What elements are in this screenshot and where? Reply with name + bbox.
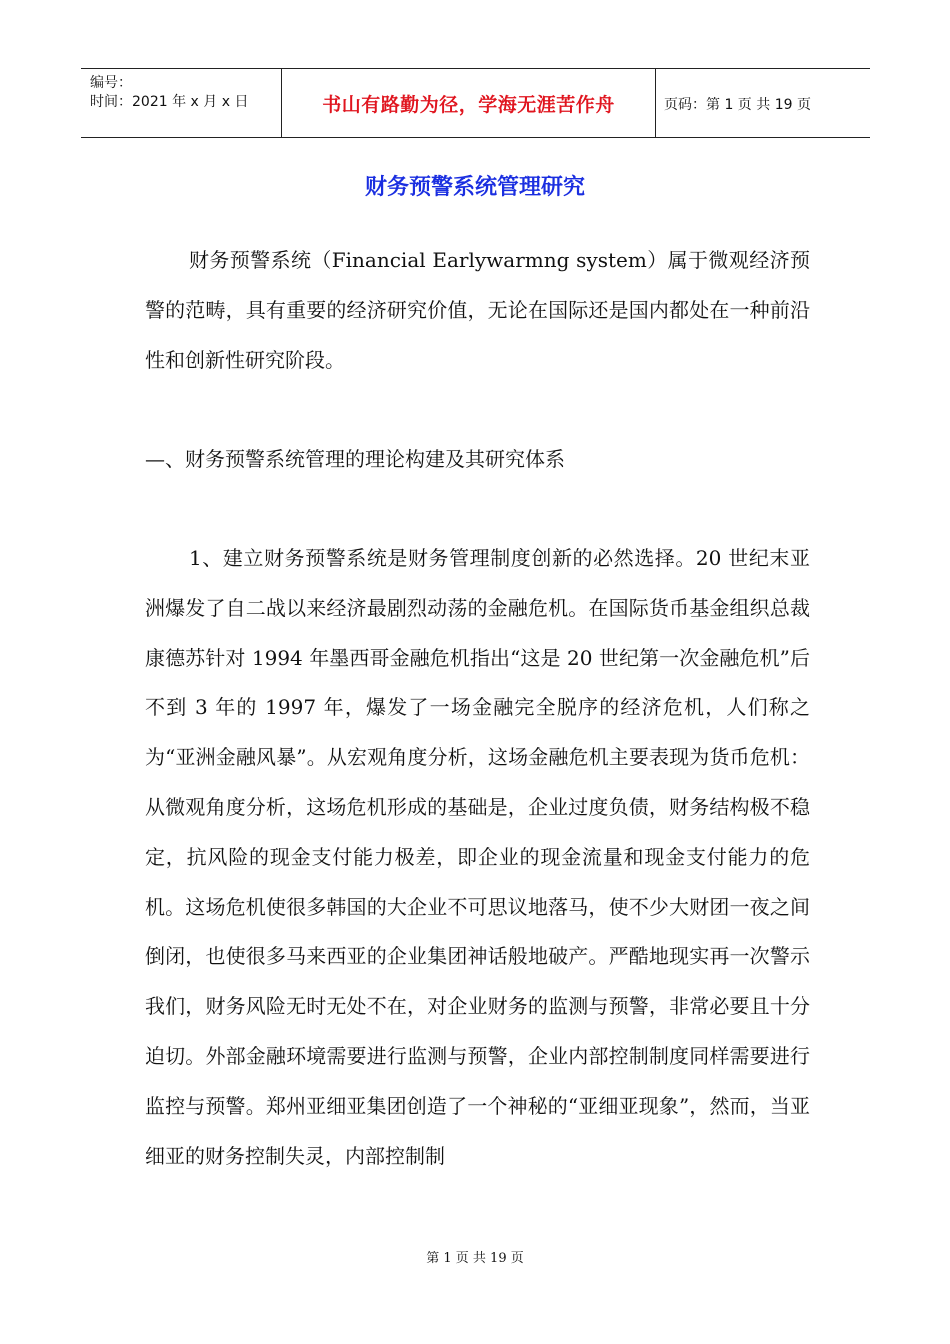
body-paragraph: 1、建立财务预警系统是财务管理制度创新的必然选择。20 世纪末亚洲爆发了自二战以来经济最剧烈动荡的金融危机。在国际货币基金组织总裁康德苏针对 1994 年墨西哥金融危机指出“这是 20 世纪第一次金融危机”后不到 3 年的 1997 年，爆发了一场金融完全脱序的经济危机，人们称之为“亚洲金融风暴”。从宏观角度分析，这场金融危机主要表现为货币危机：从微观角度分析，这场危机形成的基础是，企业过度负债，财务结构极不稳定，抗风险的现金支付能力极差，即企业的现金流量和现金支付能力的危机。这场危机使很多韩国的大企业不可思议地落马，使不少大财团一夜之间倒闭，也使很多马来西亚的企业集团神话般地破产。严酷地现实再一次警示我们，财务风险无时无处不在，对企业财务的监测与预警，非常必要且十分迫切。外部金融环境需要进行监测与预警，企业内部控制制度同样需要进行监控与预警。郑州亚细亚集团创造了一个神秘的“亚细亚现象”，然而，当亚细亚的财务控制失灵，内部控制制 (145, 546, 810, 1168)
number-label: 编号： (90, 75, 132, 91)
header-middle-cell (281, 69, 656, 137)
page-info: 页码：第 1 页 共 19 页 (664, 97, 811, 113)
header-right-cell (655, 69, 870, 137)
header-left-cell (81, 69, 281, 137)
motto: 书山有路勤为径，学海无涯苦作舟 (322, 94, 615, 116)
intro-paragraph: 财务预警系统（Financial Earlywarmng system）属于微观经济预警的范畴，具有重要的经济研究价值，无论在国际还是国内都处在一种前沿性和创新性研究阶段。 (145, 248, 810, 372)
page-footer: 第 1 页 共 19 页 (426, 1251, 524, 1266)
section-heading: —、财务预警系统管理的理论构建及其研究体系 (145, 447, 565, 471)
document-title: 财务预警系统管理研究 (364, 175, 585, 200)
header-table (81, 68, 870, 138)
time-label: 时间：2021 年 x 月 x 日 (90, 94, 249, 110)
